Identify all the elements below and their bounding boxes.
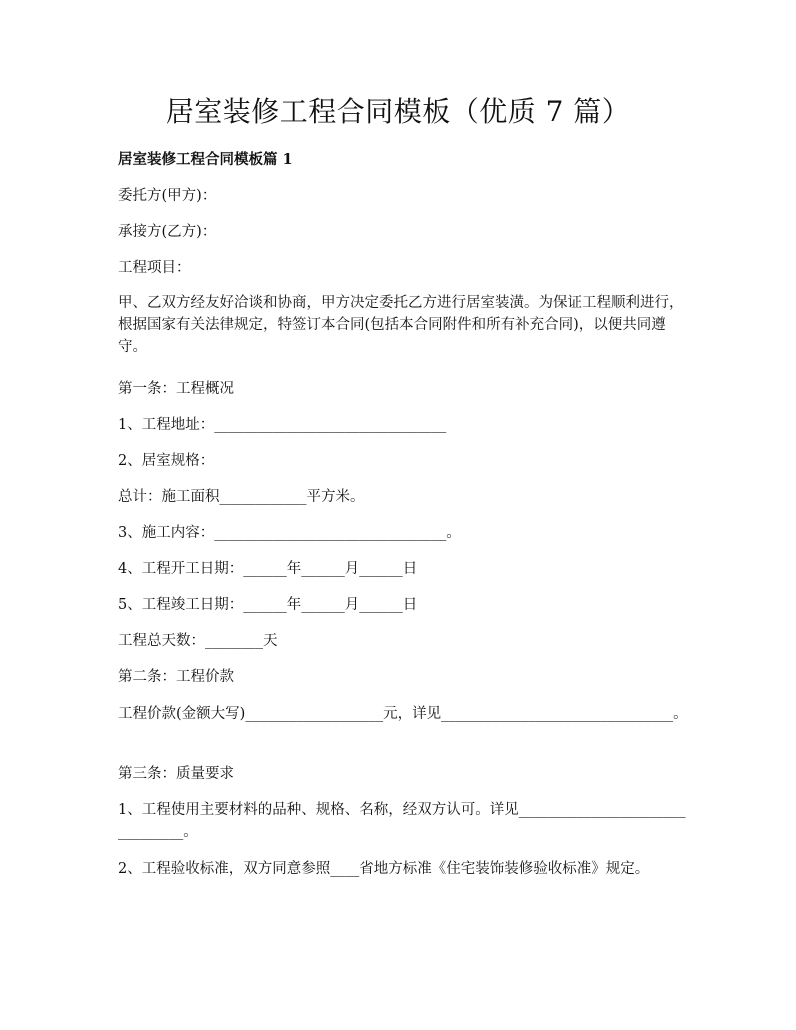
room-spec-line: 2、居室规格： [118, 453, 215, 469]
construction-content-line: 3、施工内容：________________________________。 [118, 525, 461, 541]
party-b-line: 承接方(乙方)： [118, 224, 217, 240]
start-date-line: 4、工程开工日期：______年______月______日 [118, 561, 418, 577]
total-days-line: 工程总天数：________天 [118, 633, 278, 649]
article-1-heading: 第一条：工程概况 [118, 381, 234, 397]
price-paragraph: 工程价款(金额大写)___________________元，详见________________________________。 [118, 706, 688, 722]
party-a-line: 委托方(甲方)： [118, 188, 217, 204]
intro-paragraph: 甲、乙双方经友好洽谈和协商，甲方决定委托乙方进行居室装潢。为保证工程顺利进行，根据国家有关法律规定，特签订本合同(包括本合同附件和所有补充合同)，以便共同遵守。 [118, 295, 684, 355]
section-heading: 居室装修工程合同模板篇 1 [118, 151, 293, 168]
address-line: 1、工程地址：________________________________ [118, 417, 447, 433]
completion-date-line: 5、工程竣工日期：______年______月______日 [118, 597, 418, 613]
quality-standard-paragraph: 2、工程验收标准，双方同意参照____省地方标准《住宅装饰装修验收标准》规定。 [118, 861, 650, 877]
article-2-heading: 第二条：工程价款 [118, 669, 234, 685]
project-line: 工程项目： [118, 260, 191, 276]
total-area-line: 总计：施工面积____________平方米。 [118, 489, 365, 505]
document-title: 居室装修工程合同模板（优质 7 篇） [165, 95, 631, 128]
quality-materials-paragraph: 1、工程使用主要材料的品种、规格、名称，经双方认可。详见________________________________。 [118, 802, 686, 840]
article-3-heading: 第三条：质量要求 [118, 766, 234, 782]
